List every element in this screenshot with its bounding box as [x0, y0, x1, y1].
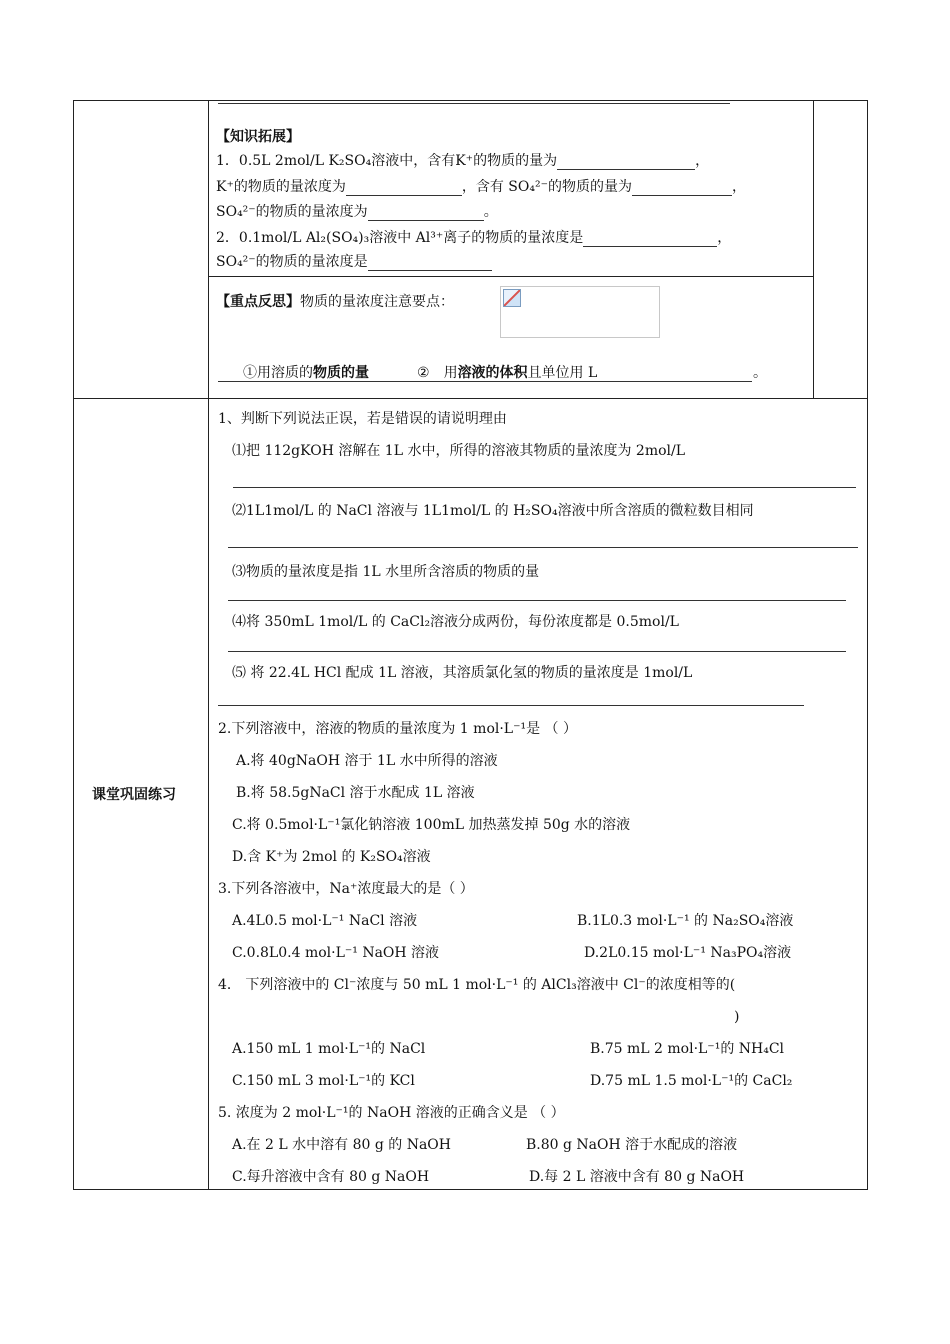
answer-line: [233, 487, 856, 488]
answer-blank[interactable]: [368, 256, 492, 271]
practice-q4-option-d[interactable]: D.75 mL 1.5 mol·L⁻¹的 CaCl₂: [590, 1073, 793, 1089]
practice-q1-stem: 1、判断下列说法正误，若是错误的请说明理由: [218, 411, 507, 427]
knowledge-q1-text-c: ，含有 SO₄²⁻的物质的量为: [461, 179, 632, 195]
answer-blank[interactable]: [368, 206, 484, 221]
practice-q1-item-3: ⑶物质的量浓度是指 1L 水里所含溶质的物质的量: [232, 564, 540, 580]
broken-image-icon: [503, 289, 521, 307]
answer-blank[interactable]: [346, 181, 462, 196]
answer-line: [228, 600, 846, 601]
row-divider-knowledge: [208, 276, 814, 277]
practice-q4-option-b[interactable]: B.75 mL 2 mol·L⁻¹的 NH₄Cl: [590, 1041, 785, 1057]
practice-q2-option-c[interactable]: C.将 0.5mol·L⁻¹氯化钠溶液 100mL 加热蒸发掉 50g 水的溶液: [232, 817, 631, 833]
practice-q2-stem: 2.下列溶液中，溶液的物质的量浓度为 1 mol·L⁻¹是 （ ）: [218, 721, 577, 737]
knowledge-q1-line3: [216, 203, 498, 221]
reflection-lead: 物质的量浓度注意要点：: [300, 294, 454, 310]
reflection-point-1-key: 物质的量: [313, 365, 369, 381]
reflection-points-line: [243, 364, 597, 382]
answer-blank[interactable]: [557, 155, 695, 170]
row-divider-practice: [73, 398, 868, 399]
answer-line: [228, 651, 846, 652]
practice-q3-option-d[interactable]: D.2L0.15 mol·L⁻¹ Na₃PO₄溶液: [584, 945, 792, 961]
practice-q5-option-b[interactable]: B.80 g NaOH 溶于水配成的溶液: [526, 1137, 738, 1153]
practice-q4-stem: 4． 下列溶液中的 Cl⁻浓度与 50 mL 1 mol·L⁻¹ 的 AlCl₃溶液中 Cl⁻的浓度相等的(: [218, 977, 736, 993]
reflection-point-2-num: ②: [417, 365, 430, 381]
reflection-image-placeholder: [500, 286, 660, 338]
punctuation: ，: [717, 230, 732, 246]
punctuation: ，: [695, 153, 710, 169]
section-label-practice: 课堂巩固练习: [92, 787, 176, 803]
knowledge-q2-text-a: 2．0.1mol/L Al₂(SO₄)₃溶液中 Al³⁺离子的物质的量浓度是: [216, 230, 584, 246]
practice-q5-option-d[interactable]: D.每 2 L 溶液中含有 80 g NaOH: [529, 1169, 745, 1185]
reflection-point-1: ①用溶质的: [243, 365, 313, 381]
table-top-border: [73, 100, 868, 101]
table-left-border: [73, 100, 74, 1190]
answer-blank[interactable]: [583, 232, 717, 247]
practice-q4-option-c[interactable]: C.150 mL 3 mol·L⁻¹的 KCl: [232, 1073, 415, 1089]
table-bottom-border: [73, 1189, 868, 1190]
punctuation: 。: [483, 204, 498, 220]
practice-q3-stem: 3.下列各溶液中，Na⁺浓度最大的是（ ）: [218, 881, 474, 897]
punctuation: ，: [732, 179, 746, 195]
knowledge-q1-line1: [216, 152, 709, 170]
reflection-point-2: 用: [443, 365, 458, 381]
reflection-heading: 【重点反思】: [216, 294, 300, 310]
practice-q2-option-d[interactable]: D.含 K⁺为 2mol 的 K₂SO₄溶液: [232, 849, 431, 865]
knowledge-q2-line1: [216, 229, 731, 247]
table-col-divider: [208, 100, 209, 1190]
knowledge-q1-text-a: 1．0.5L 2mol/L K₂SO₄溶液中，含有K⁺的物质的量为: [216, 153, 558, 169]
practice-q1-item-1: ⑴把 112gKOH 溶解在 1L 水中，所得的溶液其物质的量浓度为 2mol/L: [232, 443, 686, 459]
practice-q4-close: ): [734, 1009, 740, 1025]
answer-line-top: [218, 103, 730, 104]
practice-q3-option-a[interactable]: A.4L0.5 mol·L⁻¹ NaCl 溶液: [232, 913, 418, 929]
practice-q2-option-a[interactable]: A.将 40gNaOH 溶于 1L 水中所得的溶液: [236, 753, 498, 769]
reflection-end: 。: [753, 365, 767, 381]
answer-line: [218, 705, 804, 706]
practice-q5-option-c[interactable]: C.每升溶液中含有 80 g NaOH: [232, 1169, 430, 1185]
reflection-underline: [218, 381, 752, 382]
practice-q2-option-b[interactable]: B.将 58.5gNaCl 溶于水配成 1L 溶液: [236, 785, 475, 801]
practice-q3-option-c[interactable]: C.0.8L0.4 mol·L⁻¹ NaOH 溶液: [232, 945, 440, 961]
practice-q3-option-b[interactable]: B.1L0.3 mol·L⁻¹ 的 Na₂SO₄溶液: [577, 913, 794, 929]
answer-line: [228, 547, 858, 548]
practice-q1-item-5: ⑸ 将 22.4L HCl 配成 1L 溶液，其溶质氯化氢的物质的量浓度是 1mol/L: [232, 665, 693, 681]
knowledge-q2-line2: [216, 253, 492, 271]
table-right-border: [867, 100, 868, 1190]
knowledge-heading: 【知识拓展】: [216, 129, 300, 145]
answer-blank[interactable]: [632, 181, 732, 196]
practice-q5-option-a[interactable]: A.在 2 L 水中溶有 80 g 的 NaOH: [232, 1137, 451, 1153]
reflection-point-2-key: 溶液的体积: [457, 365, 528, 381]
knowledge-q1-text-b: K⁺的物质的量浓度为: [216, 179, 346, 195]
table-right-inner-border: [813, 100, 814, 398]
practice-q4-option-a[interactable]: A.150 mL 1 mol·L⁻¹的 NaCl: [232, 1041, 426, 1057]
practice-q1-item-4: ⑷将 350mL 1mol/L 的 CaCl₂溶液分成两份，每份浓度都是 0.5mol/L: [232, 614, 679, 630]
practice-q1-item-2: ⑵1L1mol/L 的 NaCl 溶液与 1L1mol/L 的 H₂SO₄溶液中所含溶质的微粒数目相同: [232, 503, 754, 519]
knowledge-q1-line2: [216, 178, 746, 196]
reflection-point-2-tail: 且单位用 L: [527, 365, 598, 381]
knowledge-q2-text-b: SO₄²⁻的物质的量浓度是: [216, 254, 368, 270]
knowledge-q1-text-d: SO₄²⁻的物质的量浓度为: [216, 204, 368, 220]
reflection-heading-line: [216, 293, 454, 311]
practice-q5-stem: 5. 浓度为 2 mol·L⁻¹的 NaOH 溶液的正确含义是 （ ）: [218, 1105, 565, 1121]
